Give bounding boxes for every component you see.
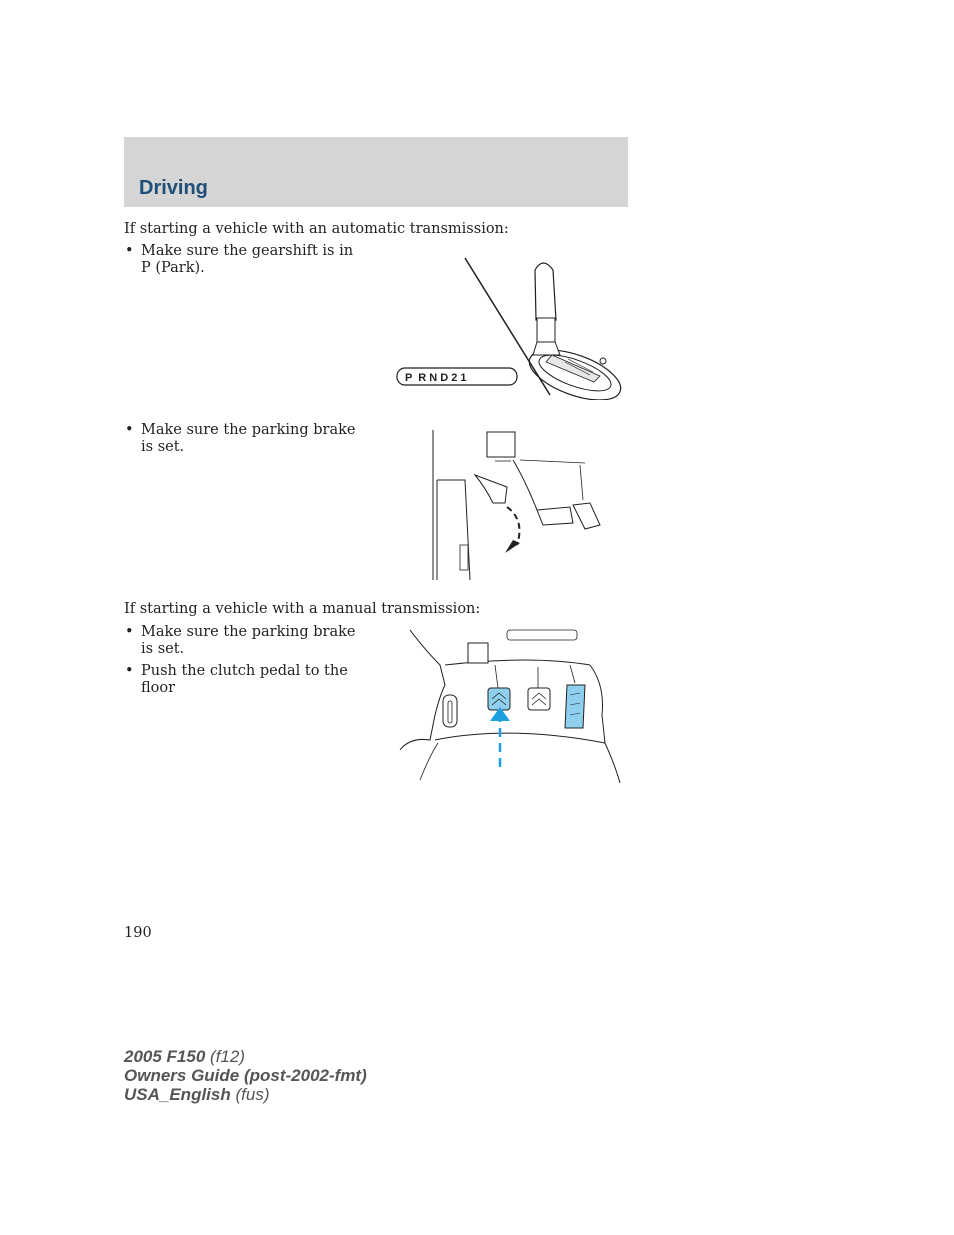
intro-manual: If starting a vehicle with a manual transmission: <box>124 601 481 617</box>
gear-indicator-label: P R N D 2 1 <box>405 372 467 384</box>
bullet-text: Make sure the parking brake is set. <box>141 624 356 657</box>
footer-guide: Owners Guide (post-2002-fmt) <box>124 1066 367 1085</box>
bullet-dot: • <box>125 243 134 259</box>
bullet-dot: • <box>125 663 134 679</box>
footer-language: USA_English <box>124 1085 231 1104</box>
footer-model-code: (f12) <box>210 1047 245 1066</box>
bullet-dot: • <box>125 422 134 438</box>
bullet-text: Push the clutch pedal to the floor <box>141 663 348 696</box>
footer-line-2 <box>124 1066 367 1085</box>
bullet-dot: • <box>125 624 134 640</box>
footer-language-code: (fus) <box>235 1085 270 1104</box>
gearshift-illustration <box>390 250 630 400</box>
footer-line-1 <box>124 1047 367 1066</box>
section-title: Driving <box>139 177 208 199</box>
footer <box>124 1047 367 1104</box>
footer-line-3 <box>124 1085 367 1104</box>
bullet-text: Make sure the parking brake is set. <box>141 422 356 455</box>
intro-automatic: If starting a vehicle with an automatic transmission: <box>124 221 509 237</box>
footer-model: 2005 F150 <box>124 1047 206 1066</box>
bullet-text: Make sure the gearshift is in P (Park). <box>141 243 354 276</box>
parking-brake-illustration <box>425 425 615 585</box>
page-number: 190 <box>124 925 152 941</box>
clutch-pedal-illustration <box>390 625 626 785</box>
